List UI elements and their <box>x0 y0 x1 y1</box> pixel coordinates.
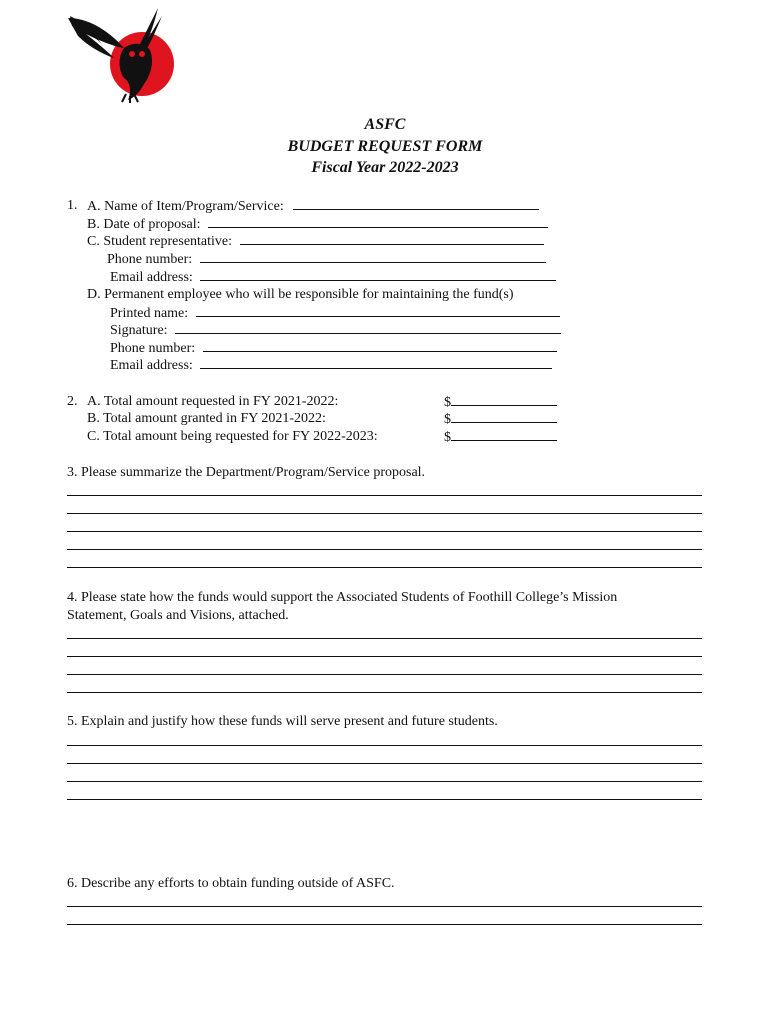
answer-line[interactable] <box>67 763 702 764</box>
employee-email-row <box>110 357 552 374</box>
section4-prompt-line1: 4. Please state how the funds would support the Associated Students of Foothill College’s Mission <box>67 590 618 605</box>
printed-name-field[interactable] <box>196 305 560 317</box>
student-email-label: Email address: <box>110 270 193 285</box>
date-row <box>87 216 548 233</box>
student-email-field[interactable] <box>200 269 556 281</box>
answer-line[interactable] <box>67 549 702 550</box>
student-email-row <box>110 269 556 286</box>
answer-line[interactable] <box>67 531 702 532</box>
answer-line[interactable] <box>67 674 702 675</box>
answer-line[interactable] <box>67 745 702 746</box>
answer-line[interactable] <box>67 924 702 925</box>
amount-granted-label: B. Total amount granted in FY 2021-2022: <box>87 411 326 426</box>
section2-number: 2. <box>67 394 78 409</box>
answer-line[interactable] <box>67 799 702 800</box>
answer-line[interactable] <box>67 567 702 568</box>
student-rep-label: C. Student representative: <box>87 234 233 249</box>
amount-granted-field[interactable] <box>451 411 557 423</box>
signature-field[interactable] <box>175 322 561 334</box>
section6-prompt: 6. Describe any efforts to obtain funding outside of ASFC. <box>67 876 395 891</box>
signature-label: Signature: <box>110 323 168 338</box>
employee-email-label: Email address: <box>110 358 193 373</box>
answer-line[interactable] <box>67 513 702 514</box>
item-name-field[interactable] <box>293 198 539 210</box>
section5-prompt: 5. Explain and justify how these funds will serve present and future students. <box>67 714 498 729</box>
date-field[interactable] <box>208 216 548 228</box>
date-label: B. Date of proposal: <box>87 217 201 232</box>
owl-logo-icon <box>62 4 178 104</box>
amount-requested-field[interactable] <box>451 394 557 406</box>
student-phone-label: Phone number: <box>107 252 193 267</box>
employee-phone-label: Phone number: <box>110 341 196 356</box>
fiscal-year: Fiscal Year 2022-2023 <box>311 159 459 176</box>
student-rep-row <box>87 233 544 250</box>
answer-line[interactable] <box>67 495 702 496</box>
currency-symbol: $ <box>444 430 451 445</box>
org-title: ASFC <box>364 116 406 133</box>
employee-phone-row <box>110 340 557 357</box>
student-phone-field[interactable] <box>200 251 546 263</box>
student-rep-field[interactable] <box>240 233 544 245</box>
section1-number: 1. <box>67 198 78 213</box>
section4-prompt-line2: Statement, Goals and Visions, attached. <box>67 608 289 623</box>
item-name-row <box>87 198 539 215</box>
answer-line[interactable] <box>67 781 702 782</box>
currency-symbol: $ <box>444 395 451 410</box>
signature-row <box>110 322 561 339</box>
answer-line[interactable] <box>67 692 702 693</box>
answer-line[interactable] <box>67 906 702 907</box>
student-phone-row <box>107 251 546 268</box>
amount-being-requested-row <box>444 429 557 446</box>
amount-requested-label: A. Total amount requested in FY 2021-2022: <box>87 394 339 409</box>
section3-prompt: 3. Please summarize the Department/Program/Service proposal. <box>67 465 426 480</box>
item-name-label: A. Name of Item/Program/Service: <box>87 199 284 214</box>
answer-line[interactable] <box>67 638 702 639</box>
currency-symbol: $ <box>444 412 451 427</box>
amount-being-requested-field[interactable] <box>451 429 557 441</box>
amount-granted-row <box>444 411 557 428</box>
permanent-employee-label: D. Permanent employee who will be responsible for maintaining the fund(s) <box>87 287 514 302</box>
amount-requested-row <box>444 394 557 411</box>
employee-phone-field[interactable] <box>203 340 557 352</box>
printed-name-label: Printed name: <box>110 306 189 321</box>
form-title: BUDGET REQUEST FORM <box>287 138 483 155</box>
answer-line[interactable] <box>67 656 702 657</box>
amount-being-requested-label: C. Total amount being requested for FY 2022-2023: <box>87 429 378 444</box>
printed-name-row <box>110 305 560 322</box>
employee-email-field[interactable] <box>200 357 552 369</box>
